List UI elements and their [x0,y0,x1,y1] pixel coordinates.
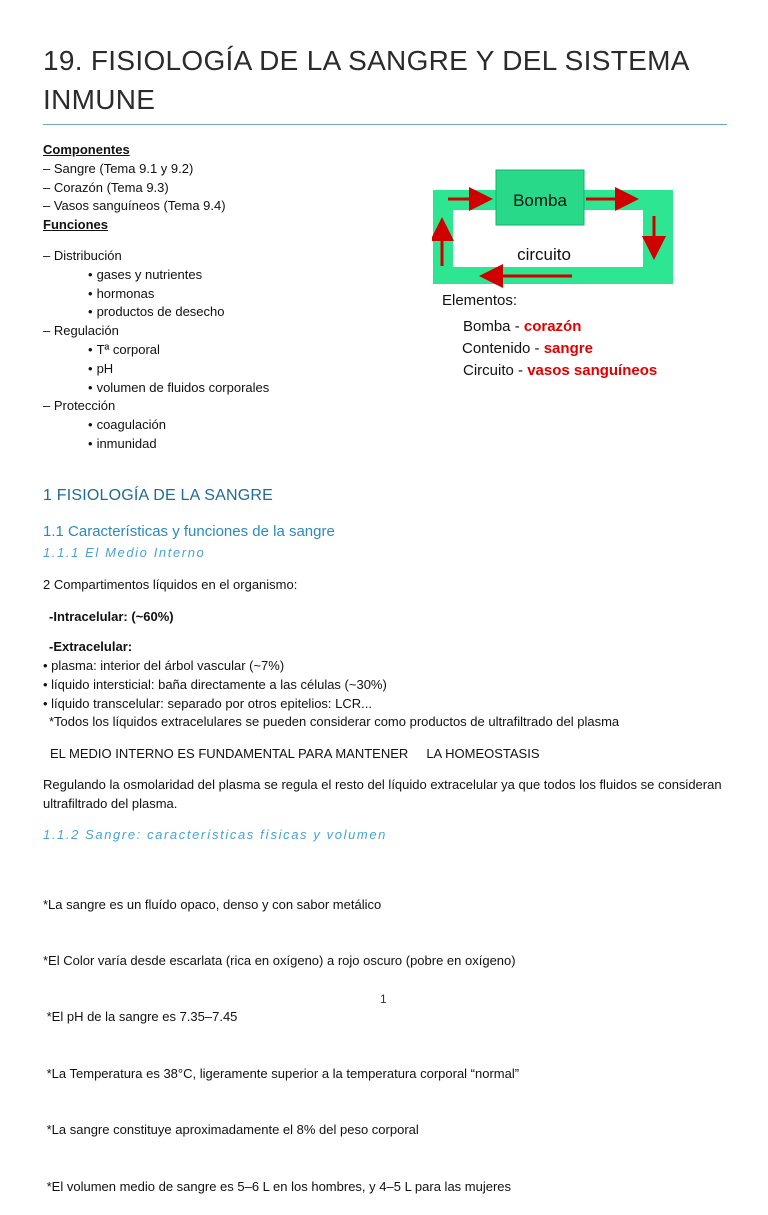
function-subitem: • coagulación [43,416,269,435]
component-item: – Vasos sanguíneos (Tema 9.4) [43,198,226,214]
fact-line: *La Temperatura es 38°C, ligeramente superior a la temperatura corporal “normal” [43,1065,520,1081]
list-item: • líquido transcelular: separado por otros epitelios: LCR... [43,695,372,711]
list-item: • líquido intersticial: baña directamente a las células (~30%) [43,676,387,692]
components-heading: Componentes [43,142,130,157]
component-item: – Corazón (Tema 9.3) [43,179,169,195]
subsubsection-heading-sangre: 1.1.2 Sangre: características físicas y volumen [43,827,387,842]
intracellular-line: -Intracelular: (~60%) [49,609,174,624]
title-divider [43,124,727,125]
subsubsection-heading-medio-interno: 1.1.1 El Medio Interno [43,545,206,560]
fact-line: *El pH de la sangre es 7.35–7.45 [43,1009,238,1025]
subsection-heading: 1.1 Características y funciones de la sangre [43,523,335,540]
element-row-pump [463,318,581,335]
element-row-content [462,340,593,357]
function-subitem: • Tª corporal [43,341,269,360]
element-label: Contenido - [462,340,544,357]
function-subitem: • gases y nutrientes [43,266,269,285]
functions-heading: Funciones [43,217,109,233]
circuit-label: circuito [517,245,571,264]
fact-line: *La sangre constituye aproximadamente el 8% del peso corporal [43,1122,419,1138]
section-heading: 1 FISIOLOGÍA DE LA SANGRE [43,487,273,504]
function-subitem: • hormonas [43,285,269,304]
element-value: corazón [523,318,582,335]
function-protection: – Protección [43,398,116,414]
element-value: vasos sanguíneos [527,362,658,379]
osmolarity-line-1: Regulando la osmolaridad del plasma se regula el resto del líquido extracelular ya que todos los fluidos se consideran [43,777,722,792]
fact-line: *El volumen medio de sangre es 5–6 L en los hombres, y 4–5 L para las mujeres [43,1178,512,1194]
function-subitem: • productos de desecho [43,303,269,322]
element-label: Circuito - [463,362,528,379]
note-line: *Todos los líquidos extracelulares se pueden considerar como productos de ultrafiltrado del plasma [49,714,620,730]
pump-label: Bomba [513,191,567,210]
fact-line: *El Color varía desde escarlata (rica en oxígeno) a rojo oscuro (pobre en oxígeno) [43,952,516,968]
page-title: 19. FISIOLOGÍA DE LA SANGRE Y DEL SISTEMA INMUNE [43,45,689,115]
function-distribution: – Distribución [43,248,122,263]
key-statement: EL MEDIO INTERNO ES FUNDAMENTAL PARA MANTENER LA HOMEOSTASIS [50,746,540,761]
element-label: Bomba - [463,318,524,335]
element-row-circuit [463,362,657,379]
fact-line: *La sangre es un fluído opaco, denso y con sabor metálico [43,896,382,912]
function-subitem: • volumen de fluidos corporales [43,379,269,398]
element-value: sangre [543,340,593,357]
extracellular-line: -Extracelular: [49,639,133,654]
osmolarity-line-2: ultrafiltrado del plasma. [43,796,178,811]
components-section [43,141,226,235]
compartments-line: 2 Compartimentos líquidos en el organismo: [43,577,298,592]
blood-facts-list [43,858,519,1215]
page-number: 1 [380,992,387,1006]
circulatory-system-diagram [432,166,732,386]
function-subitem: • inmunidad [43,435,269,454]
elements-heading: Elementos: [442,292,518,309]
function-subitem: • pH [43,360,269,379]
extracellular-list [43,657,619,732]
functions-section [43,247,269,454]
component-item: – Sangre (Tema 9.1 y 9.2) [43,160,194,176]
list-item: • plasma: interior del árbol vascular (~7%) [43,658,285,673]
function-regulation: – Regulación [43,323,119,339]
